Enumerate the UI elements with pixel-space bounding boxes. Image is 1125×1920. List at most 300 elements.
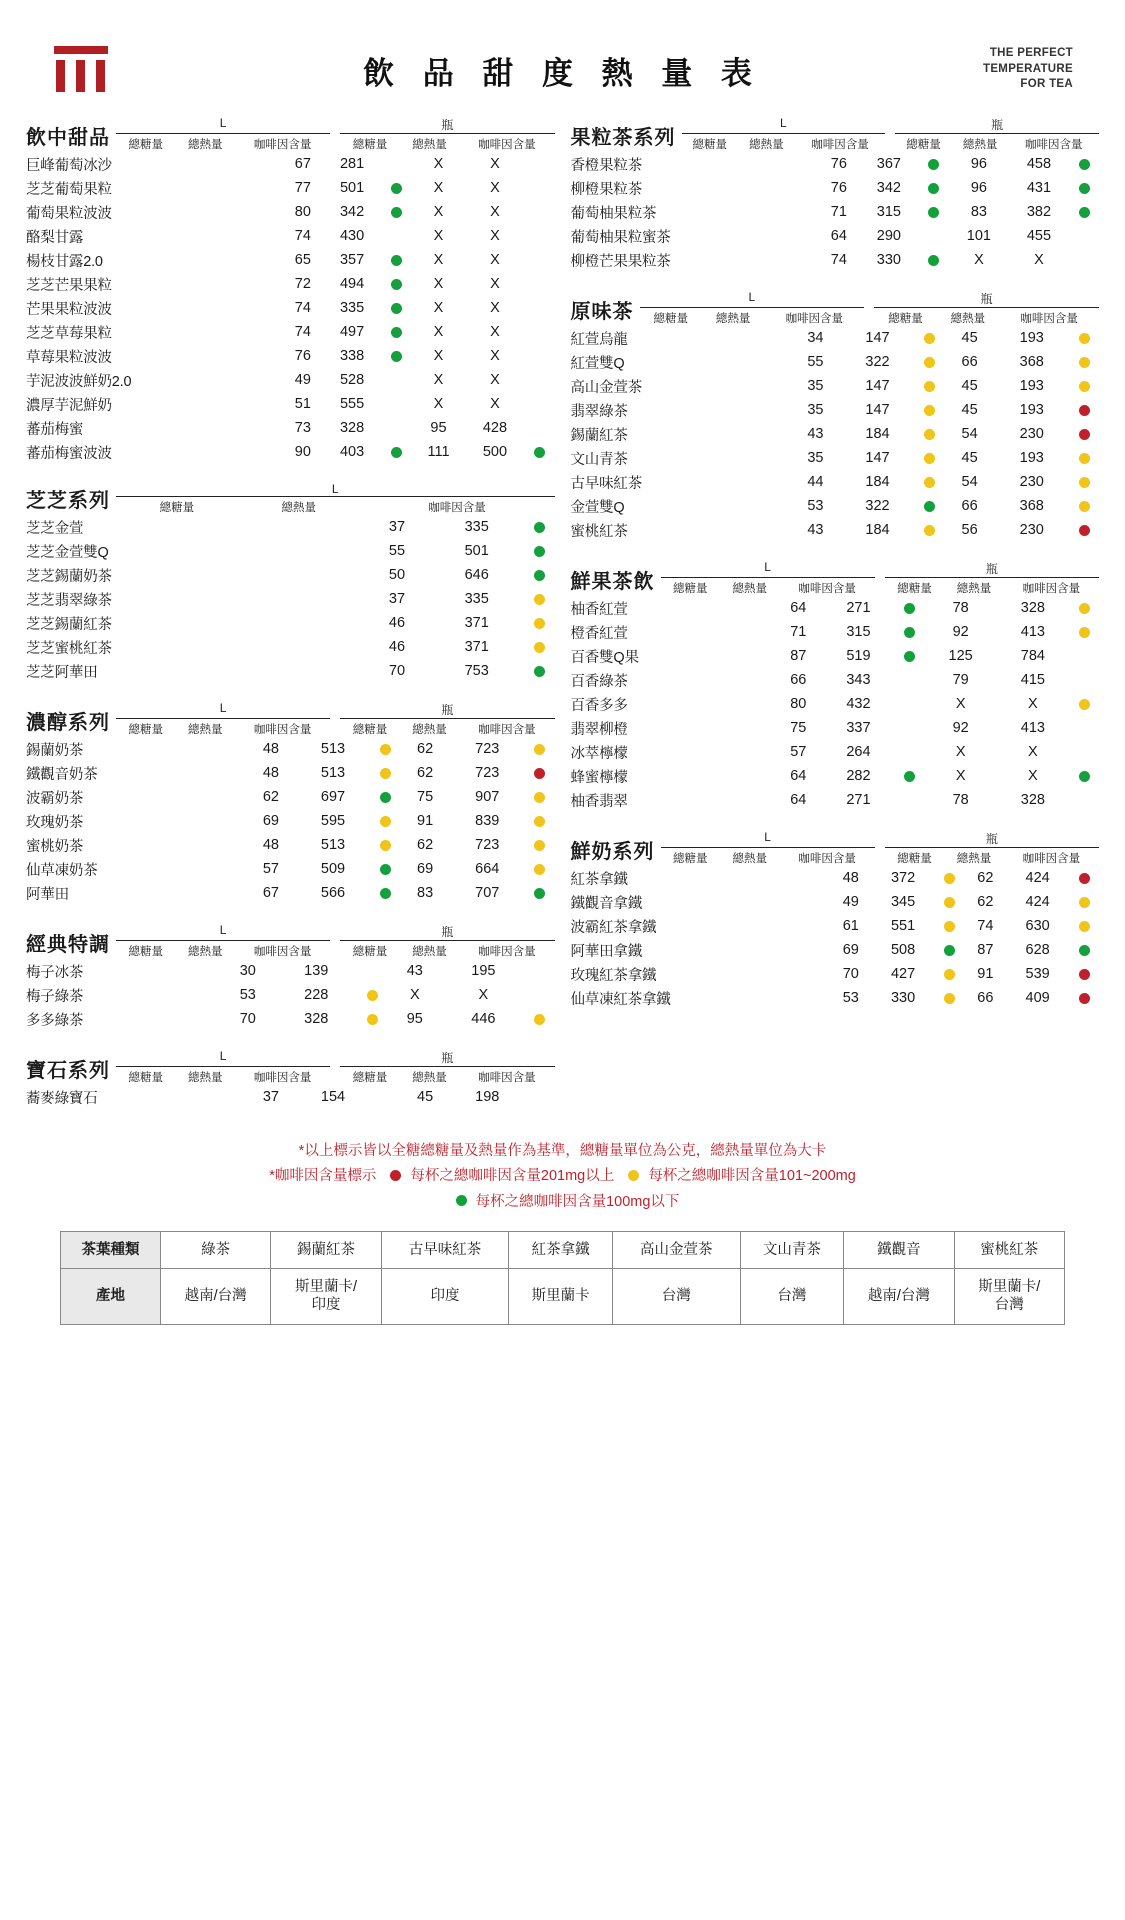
sugar-L: 48 (262, 765, 279, 781)
calorie-L: 555 (339, 396, 365, 412)
caffeine-dot-icon (534, 864, 545, 875)
caffeine-dot-icon (924, 357, 935, 368)
caffeine-bottle (525, 761, 555, 785)
footnote-line-2 (26, 1164, 1099, 1189)
table-row (571, 740, 1100, 764)
sugar-L: 87 (790, 648, 807, 664)
caffeine-L (919, 248, 949, 272)
caffeine-dot-icon (534, 816, 545, 827)
table-row (26, 857, 555, 881)
sugar-bottle: 125 (948, 648, 973, 664)
calorie-L: 357 (339, 252, 365, 268)
caffeine-bottle (525, 881, 555, 905)
caffeine-dot-icon (1079, 993, 1090, 1004)
sugar-L: 48 (262, 741, 279, 757)
caffeine-dot-icon (944, 873, 955, 884)
caffeine-dot-icon (534, 1014, 545, 1025)
caffeine-L (915, 374, 945, 398)
caffeine-dot-icon (1079, 771, 1090, 782)
table-row (571, 176, 1100, 200)
col-header-caffeine-bottle: 咖啡因含量 (1020, 313, 1078, 325)
tea-type-cell: 古早味紅茶 (381, 1232, 509, 1269)
caffeine-dot-icon (1079, 429, 1090, 440)
tea-type-cell: 文山青茶 (740, 1232, 844, 1269)
caffeine-dot-icon (380, 864, 391, 875)
calorie-L: 139 (304, 963, 329, 979)
calorie-L: 595 (320, 813, 346, 829)
calorie-bottle: 907 (475, 789, 500, 805)
group-label-bottle: 瓶 (340, 701, 554, 719)
table-row (571, 470, 1100, 494)
tea-origin-cell: 斯里蘭卡/ 台灣 (954, 1269, 1064, 1324)
col-header-calorie-L: 總熱量 (188, 724, 223, 736)
col-header-sugar-L: 總糖量 (128, 724, 163, 736)
calorie-L: 342 (339, 204, 365, 220)
sugar-L: 64 (790, 792, 807, 808)
col-header-calorie-bottle: 總熱量 (962, 139, 998, 151)
calorie-L: 501 (464, 543, 489, 559)
col-header-caffeine-L: 咖啡因含量 (785, 313, 844, 325)
sugar-L: 49 (294, 372, 311, 388)
caffeine-L (895, 692, 925, 716)
sugar-bottle: 91 (417, 813, 434, 829)
calorie-bottle: 539 (1025, 966, 1050, 982)
calorie-L: 342 (876, 180, 901, 196)
item-name: 鐵觀音奶茶 (26, 766, 98, 783)
caffeine-bottle (525, 368, 555, 392)
section-table (26, 152, 555, 464)
calorie-bottle: X (1028, 768, 1038, 784)
col-header-sugar-bottle: 總糖量 (906, 139, 941, 151)
calorie-bottle: 193 (1019, 330, 1044, 346)
table-row (26, 296, 555, 320)
caffeine-dot-icon (534, 594, 545, 605)
tea-type-cell: 蜜桃紅茶 (954, 1232, 1064, 1269)
caffeine-dot-icon (534, 840, 545, 851)
caffeine-dot-icon (391, 183, 402, 194)
calorie-bottle: 455 (1026, 228, 1052, 244)
item-name: 芋泥波波鮮奶2.0 (26, 373, 132, 390)
table-row (571, 620, 1100, 644)
sugar-L: 55 (388, 543, 406, 559)
tea-origin-cell: 斯里蘭卡 (509, 1269, 613, 1324)
table-row (26, 200, 555, 224)
sugar-bottle: 95 (430, 420, 447, 436)
sugar-bottle: 66 (977, 990, 994, 1006)
caffeine-L (357, 959, 387, 983)
caffeine-bottle (1069, 422, 1099, 446)
caffeine-bottle (1069, 248, 1099, 272)
item-name: 蜂蜜檸檬 (570, 769, 628, 786)
table-row (571, 494, 1100, 518)
sugar-bottle: X (433, 156, 444, 172)
calorie-bottle: 431 (1026, 180, 1052, 196)
caffeine-dot-icon (391, 447, 402, 458)
section-table (26, 737, 555, 905)
caffeine-dot-icon (1079, 921, 1090, 932)
calorie-bottle: 428 (482, 420, 508, 436)
sugar-bottle: X (433, 252, 444, 268)
item-name: 金萱雙Q (570, 499, 625, 516)
item-name: 芝芝金萱雙Q (26, 544, 109, 561)
calorie-bottle: X (490, 372, 500, 388)
caffeine-bottle (1069, 398, 1099, 422)
table-row (26, 563, 555, 587)
sugar-L: 67 (262, 885, 279, 901)
calorie-bottle: 382 (1026, 204, 1052, 220)
item-name: 酪梨甘露 (26, 229, 84, 246)
col-header-caffeine-L: 咖啡因含量 (253, 1072, 312, 1084)
calorie-L: 338 (339, 348, 365, 364)
item-name: 波霸奶茶 (26, 790, 84, 807)
sugar-L: 76 (830, 156, 847, 172)
calorie-bottle: 446 (471, 1011, 496, 1027)
caffeine-L (382, 368, 412, 392)
sugar-bottle: X (433, 276, 444, 292)
sugar-bottle: 66 (961, 354, 978, 370)
caffeine-bottle (1069, 374, 1099, 398)
caffeine-dot-icon (367, 1014, 378, 1025)
caffeine-dot-icon (944, 921, 955, 932)
item-name: 柚香紅萱 (570, 601, 628, 618)
col-header-caffeine-L: 咖啡因含量 (798, 853, 856, 865)
caffeine-L (357, 983, 387, 1007)
item-name: 芝芝芒果果粒 (26, 277, 112, 294)
footnotes (26, 1139, 1099, 1215)
caffeine-bottle (525, 737, 555, 761)
group-label-L: L (661, 560, 875, 578)
sugar-L: 37 (262, 1089, 279, 1105)
caffeine-dot-icon (928, 207, 939, 218)
calorie-bottle: 409 (1025, 990, 1050, 1006)
calorie-bottle: 413 (1020, 624, 1045, 640)
sugar-L: 74 (294, 228, 311, 244)
footnote-line-1: *以上標示皆以全糖總糖量及熱量作為基準，總糖量單位為公克，總熱量單位為大卡 (298, 1143, 827, 1159)
sugar-bottle: 74 (977, 918, 994, 934)
item-name: 芝芝蜜桃紅茶 (26, 640, 112, 657)
sugar-bottle: 45 (961, 378, 978, 394)
table-row (571, 398, 1100, 422)
sugar-L: 49 (842, 894, 859, 910)
sugar-L: 35 (807, 378, 824, 394)
col-header-sugar-L: 總糖量 (673, 583, 708, 595)
tea-origin-cell: 印度 (381, 1269, 509, 1324)
calorie-L: 513 (320, 741, 346, 757)
calorie-L: 646 (464, 567, 489, 583)
col-header-caffeine-bottle: 咖啡因含量 (1024, 139, 1083, 151)
sugar-bottle: X (433, 228, 444, 244)
table-row (571, 152, 1100, 176)
item-name: 波霸紅茶拿鐵 (570, 919, 657, 936)
calorie-bottle: 368 (1019, 498, 1044, 514)
caffeine-bottle (1069, 740, 1099, 764)
caffeine-bottle (1069, 446, 1099, 470)
calorie-L: 513 (320, 837, 346, 853)
caffeine-L (525, 635, 555, 659)
sugar-L: 48 (842, 870, 859, 886)
section-title: 經典特調 (26, 934, 110, 956)
section-rich-series (26, 701, 555, 905)
section-zhizhi-series (26, 482, 555, 683)
caffeine-dot-icon (924, 429, 935, 440)
item-name: 楊枝甘露2.0 (26, 253, 103, 270)
sugar-bottle: 91 (977, 966, 994, 982)
caffeine-dot-icon (391, 327, 402, 338)
table-row (571, 962, 1100, 986)
calorie-bottle: X (490, 228, 500, 244)
tables-columns (26, 116, 1099, 1127)
calorie-bottle: X (1028, 696, 1038, 712)
caffeine-dot-icon (391, 207, 402, 218)
calorie-bottle: 193 (1019, 378, 1044, 394)
item-name: 草莓果粒波波 (26, 349, 112, 366)
caffeine-dot-icon (391, 279, 402, 290)
table-row (571, 518, 1100, 542)
item-name: 蕃茄梅蜜 (26, 421, 84, 438)
calorie-L: 519 (846, 648, 871, 664)
caffeine-L (382, 296, 412, 320)
col-header-caffeine-L: 咖啡因含量 (253, 724, 312, 736)
sugar-L: 71 (830, 204, 847, 220)
sugar-bottle: 83 (417, 885, 434, 901)
col-header-caffeine-bottle: 咖啡因含量 (478, 724, 536, 736)
sugar-bottle: X (433, 396, 444, 412)
tea-type-cell: 紅茶拿鐵 (509, 1232, 613, 1269)
sugar-L: 48 (262, 837, 279, 853)
sugar-bottle: 54 (961, 426, 978, 442)
caffeine-L (382, 440, 412, 464)
section-table (571, 152, 1100, 272)
sugar-L: 64 (790, 768, 807, 784)
col-header-caffeine-bottle: 咖啡因含量 (478, 1072, 536, 1084)
sugar-L: 53 (239, 987, 256, 1003)
section-table (571, 326, 1100, 542)
tea-origin-cell: 台灣 (612, 1269, 740, 1324)
caffeine-L (915, 470, 945, 494)
sugar-bottle: X (433, 372, 444, 388)
sugar-bottle: 62 (417, 765, 434, 781)
calorie-L: 528 (339, 372, 365, 388)
tea-origin-table (60, 1231, 1065, 1324)
sugar-L: 74 (294, 324, 311, 340)
caffeine-dot-icon (380, 816, 391, 827)
item-name: 錫蘭奶茶 (26, 742, 84, 759)
caffeine-bottle (1069, 350, 1099, 374)
sugar-bottle: 43 (406, 963, 423, 979)
group-label-L: L (116, 701, 330, 719)
calorie-L: 322 (865, 354, 890, 370)
caffeine-dot-icon (924, 405, 935, 416)
caffeine-L (382, 416, 412, 440)
col-header-caffeine-L: 咖啡因含量 (253, 946, 312, 958)
caffeine-L (934, 938, 964, 962)
sugar-L: 70 (842, 966, 859, 982)
table-row (571, 224, 1100, 248)
caffeine-dot-icon (534, 570, 545, 581)
sugar-bottle: X (955, 696, 966, 712)
table-row (26, 659, 555, 683)
sugar-L: 70 (388, 663, 406, 679)
caffeine-bottle (525, 176, 555, 200)
caffeine-red-dot-icon (390, 1170, 401, 1181)
calorie-bottle: 424 (1025, 870, 1050, 886)
item-name: 阿華田 (26, 886, 69, 903)
sugar-L: 43 (807, 522, 824, 538)
section-table (26, 1085, 555, 1109)
brand-note-line-3: FOR TEA (1020, 78, 1073, 91)
calorie-bottle: 230 (1019, 474, 1044, 490)
table-row (26, 176, 555, 200)
caffeine-bottle (525, 296, 555, 320)
caffeine-L (357, 1007, 387, 1031)
caffeine-L (895, 764, 925, 788)
item-name: 葡萄果粒波波 (26, 205, 112, 222)
sugar-L: 53 (842, 990, 859, 1006)
calorie-bottle: X (490, 348, 500, 364)
calorie-L: 367 (876, 156, 901, 172)
caffeine-bottle (1069, 962, 1099, 986)
caffeine-bottle (1069, 494, 1099, 518)
sugar-L: 64 (790, 600, 807, 616)
table-row (26, 152, 555, 176)
caffeine-L (370, 809, 400, 833)
sugar-L: 62 (262, 789, 279, 805)
caffeine-dot-icon (904, 771, 915, 782)
item-name: 蜜桃奶茶 (26, 838, 84, 855)
item-name: 玫瑰奶茶 (26, 814, 84, 831)
calorie-L: 147 (865, 402, 890, 418)
item-name: 紅萱烏龍 (570, 331, 628, 348)
calorie-L: 337 (846, 720, 871, 736)
calorie-L: 343 (846, 672, 871, 688)
caffeine-L (915, 518, 945, 542)
group-label-bottle: 瓶 (885, 830, 1099, 848)
caffeine-L (915, 350, 945, 374)
calorie-bottle: X (490, 276, 500, 292)
sugar-bottle: 92 (952, 624, 969, 640)
caffeine-dot-icon (391, 303, 402, 314)
caffeine-yellow-dot-icon (628, 1170, 639, 1181)
section-title: 鮮奶系列 (570, 841, 655, 863)
calorie-L: 513 (320, 765, 346, 781)
table-row (26, 1007, 555, 1031)
section-title: 濃醇系列 (26, 712, 110, 734)
caffeine-dot-icon (1079, 477, 1090, 488)
caffeine-dot-icon (1079, 873, 1090, 884)
sugar-bottle: 66 (961, 498, 978, 514)
caffeine-bottle (525, 392, 555, 416)
caffeine-bottle (525, 152, 555, 176)
section-title: 寶石系列 (26, 1060, 110, 1082)
calorie-bottle: X (1028, 744, 1038, 760)
calorie-L: 147 (865, 378, 890, 394)
table-row (26, 1085, 555, 1109)
sugar-bottle: 69 (417, 861, 434, 877)
caffeine-L (525, 587, 555, 611)
tea-type-header: 茶葉種類 (61, 1232, 161, 1269)
section-fresh-milk-series (571, 830, 1100, 1010)
item-name: 阿華田拿鐵 (570, 943, 642, 960)
caffeine-bottle (525, 833, 555, 857)
calorie-L: 509 (320, 861, 346, 877)
table-row (26, 881, 555, 905)
calorie-bottle: 458 (1026, 156, 1052, 172)
col-header-sugar-bottle: 總糖量 (897, 853, 932, 865)
brand-note-line-2: TEMPERATURE (983, 62, 1073, 75)
calorie-L: 551 (890, 918, 916, 934)
item-name: 高山金萱茶 (570, 379, 642, 396)
calorie-L: 371 (464, 615, 489, 631)
table-row (26, 761, 555, 785)
section-table (26, 515, 555, 683)
caffeine-L (915, 494, 945, 518)
section-title: 飲中甜品 (26, 127, 110, 149)
section-title: 芝芝系列 (26, 490, 110, 512)
table-row (26, 785, 555, 809)
caffeine-dot-icon (904, 627, 915, 638)
caffeine-dot-icon (1079, 183, 1090, 194)
item-name: 梅子冰茶 (26, 964, 84, 981)
caffeine-dot-icon (1079, 525, 1090, 536)
sugar-bottle: 62 (977, 894, 994, 910)
caffeine-L (934, 890, 964, 914)
caffeine-dot-icon (924, 381, 935, 392)
caffeine-L (919, 224, 949, 248)
table-row (571, 938, 1100, 962)
table-row (571, 986, 1100, 1010)
table-row (26, 320, 555, 344)
section-classic-special (26, 923, 555, 1031)
sugar-L: 73 (294, 420, 311, 436)
group-label-bottle: 瓶 (340, 923, 554, 941)
caffeine-dot-icon (367, 990, 378, 1001)
tea-origin-cell: 斯里蘭卡/ 印度 (271, 1269, 381, 1324)
group-label-bottle: 瓶 (340, 1049, 554, 1067)
calorie-L: 315 (846, 624, 871, 640)
col-header-calorie-bottle: 總熱量 (412, 724, 447, 736)
sugar-L: 57 (790, 744, 807, 760)
caffeine-bottle (1069, 668, 1099, 692)
table-row (571, 350, 1100, 374)
table-row (26, 515, 555, 539)
caffeine-dot-icon (1079, 969, 1090, 980)
item-name: 香橙果粒茶 (570, 157, 642, 174)
caffeine-dot-icon (534, 888, 545, 899)
brand-note (983, 46, 1073, 93)
caffeine-dot-icon (1079, 453, 1090, 464)
caffeine-dot-icon (1079, 159, 1090, 170)
tea-origin-header: 產地 (61, 1269, 161, 1324)
caffeine-dot-icon (1079, 405, 1090, 416)
col-header-sugar-L: 總糖量 (673, 853, 708, 865)
caffeine-L (525, 659, 555, 683)
col-header-sugar-L: 總糖量 (653, 313, 688, 325)
caffeine-bottle (1069, 644, 1099, 668)
item-name: 百香綠茶 (570, 673, 628, 690)
caffeine-dot-icon (904, 603, 915, 614)
caffeine-bottle (525, 785, 555, 809)
sugar-bottle: 45 (961, 450, 978, 466)
caffeine-L (895, 716, 925, 740)
group-label-L: L (116, 1049, 330, 1067)
section-table (26, 959, 555, 1031)
table-row (26, 959, 555, 983)
caffeine-green-dot-icon (456, 1195, 467, 1206)
calorie-bottle: 723 (475, 741, 500, 757)
col-header-calorie-L: 總熱量 (281, 502, 316, 514)
calorie-bottle: 413 (1020, 720, 1045, 736)
calorie-L: 697 (320, 789, 346, 805)
